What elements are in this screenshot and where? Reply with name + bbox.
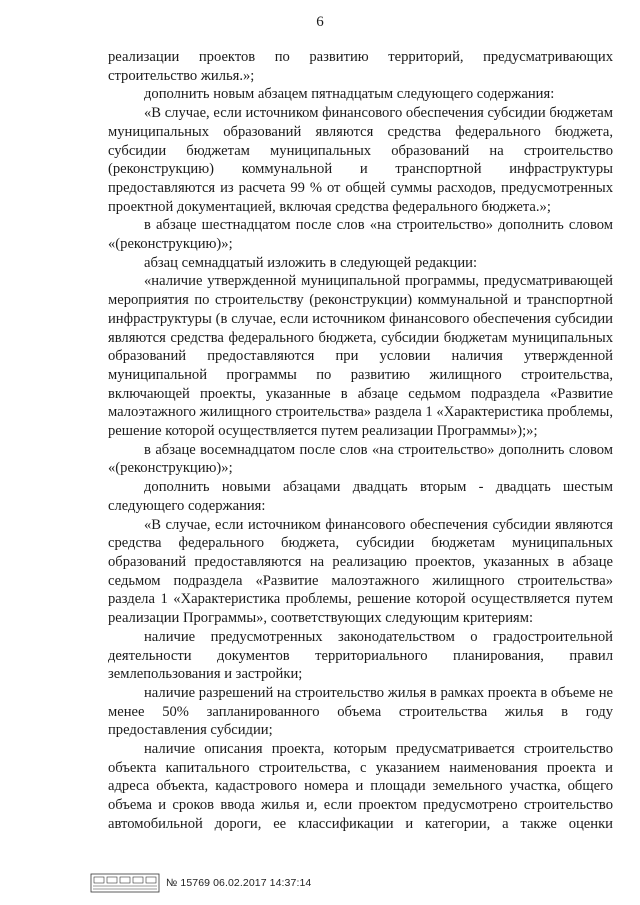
paragraph: в абзаце шестнадцатом после слов «на строительство» дополнить словом «(реконструкцию)»; bbox=[108, 217, 613, 253]
registration-number: № 15769 06.02.2017 14:37:14 bbox=[166, 877, 312, 889]
paragraph: дополнить новыми абзацами двадцать вторым - двадцать шестым следующего содержания: bbox=[108, 479, 613, 514]
government-stamp-icon bbox=[90, 873, 160, 893]
page-number: 6 bbox=[316, 14, 324, 30]
paragraph: «В случае, если источником финансового обеспечения субсидии являются средства федерального бюджета, субсидии бюджетам муниципальных образований предоставляются на реализацию проектов, указанных в абзаце седьмом подраздела «Развитие малоэтажного жилищного строительства» раздела 1 «Характеристика проблемы, решение которой осуществляется путем реализации Программы», соответствующих следующим критериям: bbox=[108, 516, 613, 627]
document-body bbox=[108, 48, 613, 834]
paragraph: наличие предусмотренных законодательством о градостроительной деятельности документов территориального планирования, правил землепользования и застройки; bbox=[108, 628, 613, 683]
paragraph: дополнить новым абзацем пятнадцатым следующего содержания: bbox=[144, 86, 555, 103]
paragraph: «В случае, если источником финансового обеспечения субсидии бюджетам муниципальных образований являются средства федерального бюджета, субсидии бюджетам муниципальных образований на строительство (реконструкцию) коммунальной и транспортной инфраструктуры предоставляются из расчета 99 % от общей суммы расходов, предусмотренных проектной документацией, включая средства федерального бюджета.»; bbox=[108, 105, 613, 215]
paragraph: наличие разрешений на строительство жилья в рамках проекта в объеме не менее 50% запланированного объема строительства жилья в году предоставления субсидии; bbox=[108, 684, 613, 739]
registration-footer bbox=[90, 872, 610, 894]
paragraph: наличие описания проекта, которым предусматривается строительство объекта капитального строительства, с указанием наименования проекта и адреса объекта, кадастрового номера и площади земельного участка, общего объема и сроков ввода жилья и, если проектом предусмотрено строительство автомобильной дороги, ее классификации и категории, а также оценки bbox=[108, 741, 613, 832]
paragraph: «наличие утвержденной муниципальной программы, предусматривающей мероприятия по строительству (реконструкции) коммунальной и транспортной инфраструктуры (в случае, если источником финансового обеспечения субсидии являются средства федерального бюджета, субсидии бюджетам муниципальных образований предоставляются при условии наличия утвержденной муниципальной программы по развитию жилищного строительства, включающей проекты, указанные в абзаце седьмом подраздела «Развитие малоэтажного жилищного строительства» раздела 1 «Характеристика проблемы, решение которой осуществляется путем реализации Программы»);»; bbox=[108, 273, 613, 440]
paragraph: абзац семнадцатый изложить в следующей редакции: bbox=[144, 254, 478, 271]
paragraph: в абзаце восемнадцатом после слов «на строительство» дополнить словом «(реконструкцию)»; bbox=[108, 441, 613, 477]
paragraph: реализации проектов по развитию территорий, предусматривающих строительство жилья.»; bbox=[108, 49, 613, 84]
